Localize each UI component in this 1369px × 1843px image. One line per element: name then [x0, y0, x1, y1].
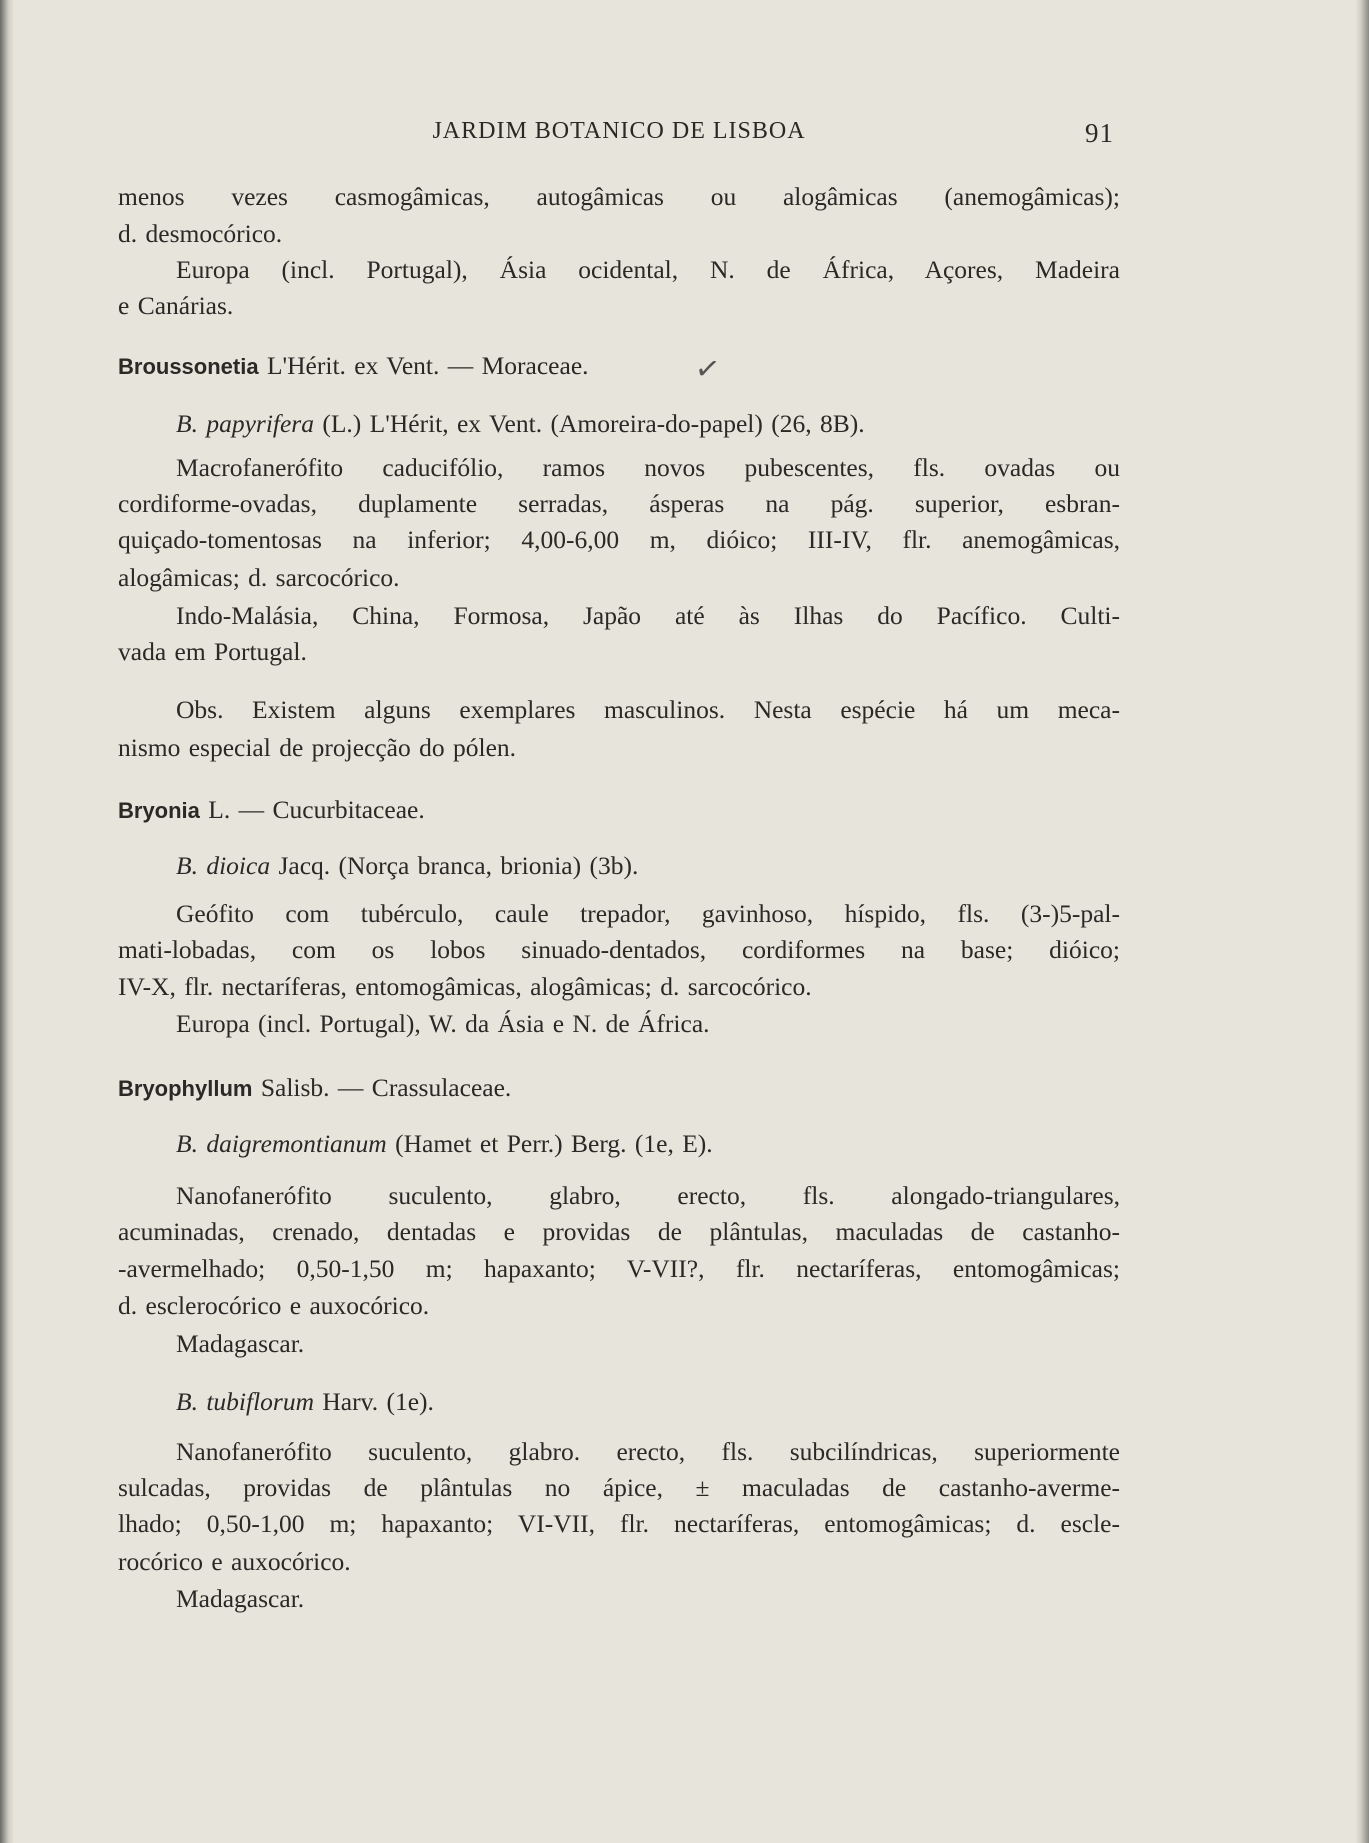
- text-line: [118, 1472, 1120, 1504]
- running-title: JARDIM BOTANICO DE LISBOA: [432, 118, 806, 144]
- text-line: [118, 694, 1120, 726]
- line-text: L'Hérit. ex Vent. — Moraceae.: [258, 351, 589, 380]
- line-text: Madagascar.: [176, 1584, 305, 1613]
- species-name: B. daigremontianum: [176, 1129, 387, 1158]
- handwritten-check-mark: ✓: [692, 351, 723, 388]
- text-line: [118, 452, 1120, 484]
- page-left-edge: [0, 0, 14, 1843]
- line-text: Obs. Existem alguns exemplares masculinos. Nesta espécie há um meca-: [176, 695, 1120, 724]
- page-number: 91: [1085, 118, 1114, 148]
- line-text: rocórico e auxocórico.: [118, 1547, 351, 1576]
- species-entry: [118, 1386, 1120, 1418]
- line-text: e Canárias.: [118, 291, 234, 320]
- text-line: [118, 1583, 1120, 1615]
- species-name: B. papyrifera: [176, 409, 314, 438]
- line-text: Madagascar.: [176, 1329, 305, 1358]
- line-text: quiçado-tomentosas na inferior; 4,00-6,00 m, dióico; III-IV, flr. anemogâmicas,: [118, 525, 1120, 554]
- line-text: Salisb. — Crassulaceae.: [252, 1073, 512, 1102]
- text-line: [118, 898, 1120, 930]
- line-text: menos vezes casmogâmicas, autogâmicas ou alogâmicas (anemogâmicas);: [118, 182, 1120, 211]
- text-line: [118, 290, 1120, 322]
- line-text: Macrofanerófito caducifólio, ramos novos pubescentes, fls. ovadas ou: [176, 453, 1120, 482]
- genus-entry: [118, 1072, 1120, 1105]
- line-text: L. — Cucurbitaceae.: [199, 795, 425, 824]
- line-text: (Hamet et Perr.) Berg. (1e, E).: [386, 1129, 713, 1158]
- line-text: mati-lobadas, com os lobos sinuado-dentados, cordiformes na base; dióico;: [118, 935, 1120, 964]
- species-name: B. dioica: [176, 851, 271, 880]
- text-line: [118, 1253, 1120, 1285]
- genus-name: Bryophyllum: [118, 1076, 253, 1101]
- line-text: Jacq. (Norça branca, brionia) (3b).: [270, 851, 639, 880]
- line-text: Europa (incl. Portugal), Ásia ocidental, N. de África, Açores, Madeira: [176, 255, 1120, 284]
- text-line: [118, 562, 1120, 594]
- text-line: [118, 524, 1120, 556]
- line-text: Geófito com tubérculo, caule trepador, gavinhoso, híspido, fls. (3-)5-pal-: [176, 899, 1120, 928]
- species-entry: [118, 1128, 1120, 1160]
- text-line: [118, 488, 1120, 520]
- page-right-edge: [1355, 0, 1369, 1843]
- genus-entry: [118, 350, 1120, 383]
- line-text: (L.) L'Hérit, ex Vent. (Amoreira-do-papel) (26, 8B).: [313, 409, 865, 438]
- genus-entry: [118, 794, 1120, 827]
- text-line: [118, 1328, 1120, 1360]
- text-line: [118, 971, 1120, 1003]
- species-entry: [118, 850, 1120, 882]
- text-line: [118, 934, 1120, 966]
- genus-name: Bryonia: [118, 798, 200, 823]
- line-text: Nanofanerófito suculento, glabro, erecto, fls. alongado-triangulares,: [176, 1181, 1120, 1210]
- text-line: [118, 218, 1120, 250]
- line-text: alogâmicas; d. sarcocórico.: [118, 563, 400, 592]
- line-text: vada em Portugal.: [118, 637, 307, 666]
- text-line: [118, 732, 1120, 764]
- line-text: Europa (incl. Portugal), W. da Ásia e N. de África.: [176, 1009, 710, 1038]
- line-text: lhado; 0,50-1,00 m; hapaxanto; VI-VII, flr. nectaríferas, entomogâmicas; d. escle-: [118, 1509, 1120, 1538]
- line-text: cordiforme-ovadas, duplamente serradas, ásperas na pág. superior, esbran-: [118, 489, 1120, 518]
- line-text: IV-X, flr. nectaríferas, entomogâmicas, alogâmicas; d. sarcocórico.: [118, 972, 812, 1001]
- text-line: [118, 1216, 1120, 1248]
- running-header: [118, 118, 1120, 152]
- line-text: sulcadas, providas de plântulas no ápice, ± maculadas de castanho-averme-: [118, 1473, 1120, 1502]
- line-text: d. desmocórico.: [118, 219, 283, 248]
- text-line: [118, 1008, 1120, 1040]
- line-text: acuminadas, crenado, dentadas e providas de plântulas, maculadas de castanho-: [118, 1217, 1120, 1246]
- text-line: [118, 1290, 1120, 1322]
- text-line: [118, 1508, 1120, 1540]
- text-line: [118, 181, 1120, 213]
- text-line: [118, 600, 1120, 632]
- text-line: [118, 1436, 1120, 1468]
- genus-name: Broussonetia: [118, 354, 259, 379]
- text-line: [118, 636, 1120, 668]
- text-line: [118, 1180, 1120, 1212]
- text-line: [118, 254, 1120, 286]
- species-name: B. tubiflorum: [176, 1387, 315, 1416]
- species-entry: [118, 408, 1120, 440]
- line-text: nismo especial de projecção do pólen.: [118, 733, 517, 762]
- line-text: Harv. (1e).: [314, 1387, 434, 1416]
- line-text: Nanofanerófito suculento, glabro. erecto, fls. subcilíndricas, superiormente: [176, 1437, 1120, 1466]
- line-text: d. esclerocórico e auxocórico.: [118, 1291, 430, 1320]
- line-text: -avermelhado; 0,50-1,50 m; hapaxanto; V-VII?, flr. nectaríferas, entomogâmicas;: [118, 1254, 1120, 1283]
- text-line: [118, 1546, 1120, 1578]
- line-text: Indo-Malásia, China, Formosa, Japão até às Ilhas do Pacífico. Culti-: [176, 601, 1120, 630]
